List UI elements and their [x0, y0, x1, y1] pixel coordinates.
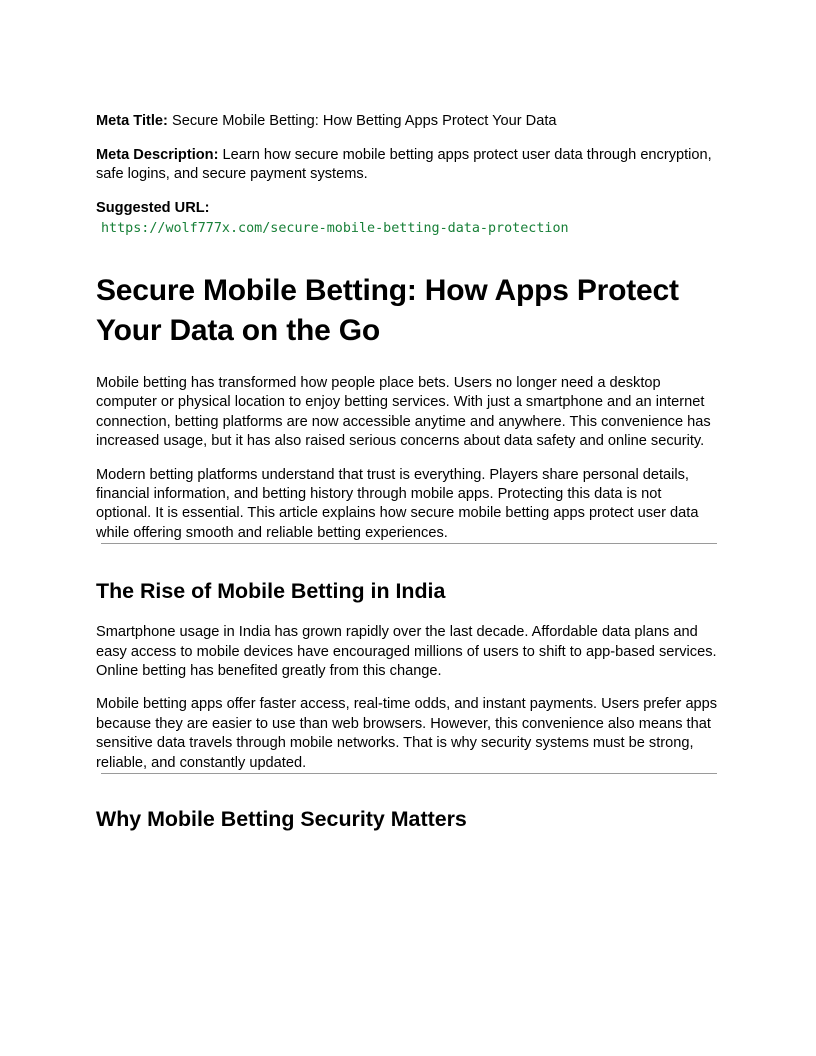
intro-paragraph-1: Mobile betting has transformed how people place bets. Users no longer need a desktop computer or physical location to enjoy betting services. With just a smartphone and an internet connection, betting platforms are now accessible anytime and anywhere. This convenience has increased usage, but it has also raised serious concerns about data safety and online security. — [96, 375, 711, 450]
meta-description-value: Learn how secure mobile betting apps protect user data through encryption, safe logins, and secure payment systems. — [96, 147, 712, 182]
section-divider-1 — [101, 543, 717, 544]
article-title: Secure Mobile Betting: How Apps Protect Your Data on the Go — [96, 274, 679, 347]
section-divider-2 — [101, 773, 717, 774]
section-heading-rise: The Rise of Mobile Betting in India — [96, 579, 446, 604]
suggested-url-label: Suggested URL: — [96, 200, 210, 216]
document-content — [96, 112, 720, 833]
meta-title-line — [96, 112, 720, 131]
meta-description-line — [96, 146, 720, 184]
section-1-paragraph-1: Smartphone usage in India has grown rapidly over the last decade. Affordable data plans and easy access to mobile devices have encouraged millions of users to shift to app-based services. Online betting has benefited greatly from this change. — [96, 624, 717, 680]
section-1-paragraph-2: Mobile betting apps offer faster access, real-time odds, and instant payments. Users prefer apps because they are easier to use than web browsers. However, this convenience also means that sensitive data travels through mobile networks. That is why security systems must be strong, reliable, and constantly updated. — [96, 696, 718, 771]
section-heading-security: Why Mobile Betting Security Matters — [96, 807, 467, 832]
meta-description-label: Meta Description: — [96, 147, 219, 163]
meta-title-value: Secure Mobile Betting: How Betting Apps Protect Your Data — [171, 113, 557, 129]
meta-title-label: Meta Title: — [96, 113, 168, 129]
intro-paragraph-2: Modern betting platforms understand that trust is everything. Players share personal details, financial information, and betting history through mobile apps. Protecting this data is not optional. It is essential. This article explains how secure mobile betting apps protect user data while offering smooth and reliable betting experiences. — [96, 466, 699, 541]
suggested-url-value: https://wolf777x.com/secure-mobile-betting-data-protection — [101, 221, 569, 236]
